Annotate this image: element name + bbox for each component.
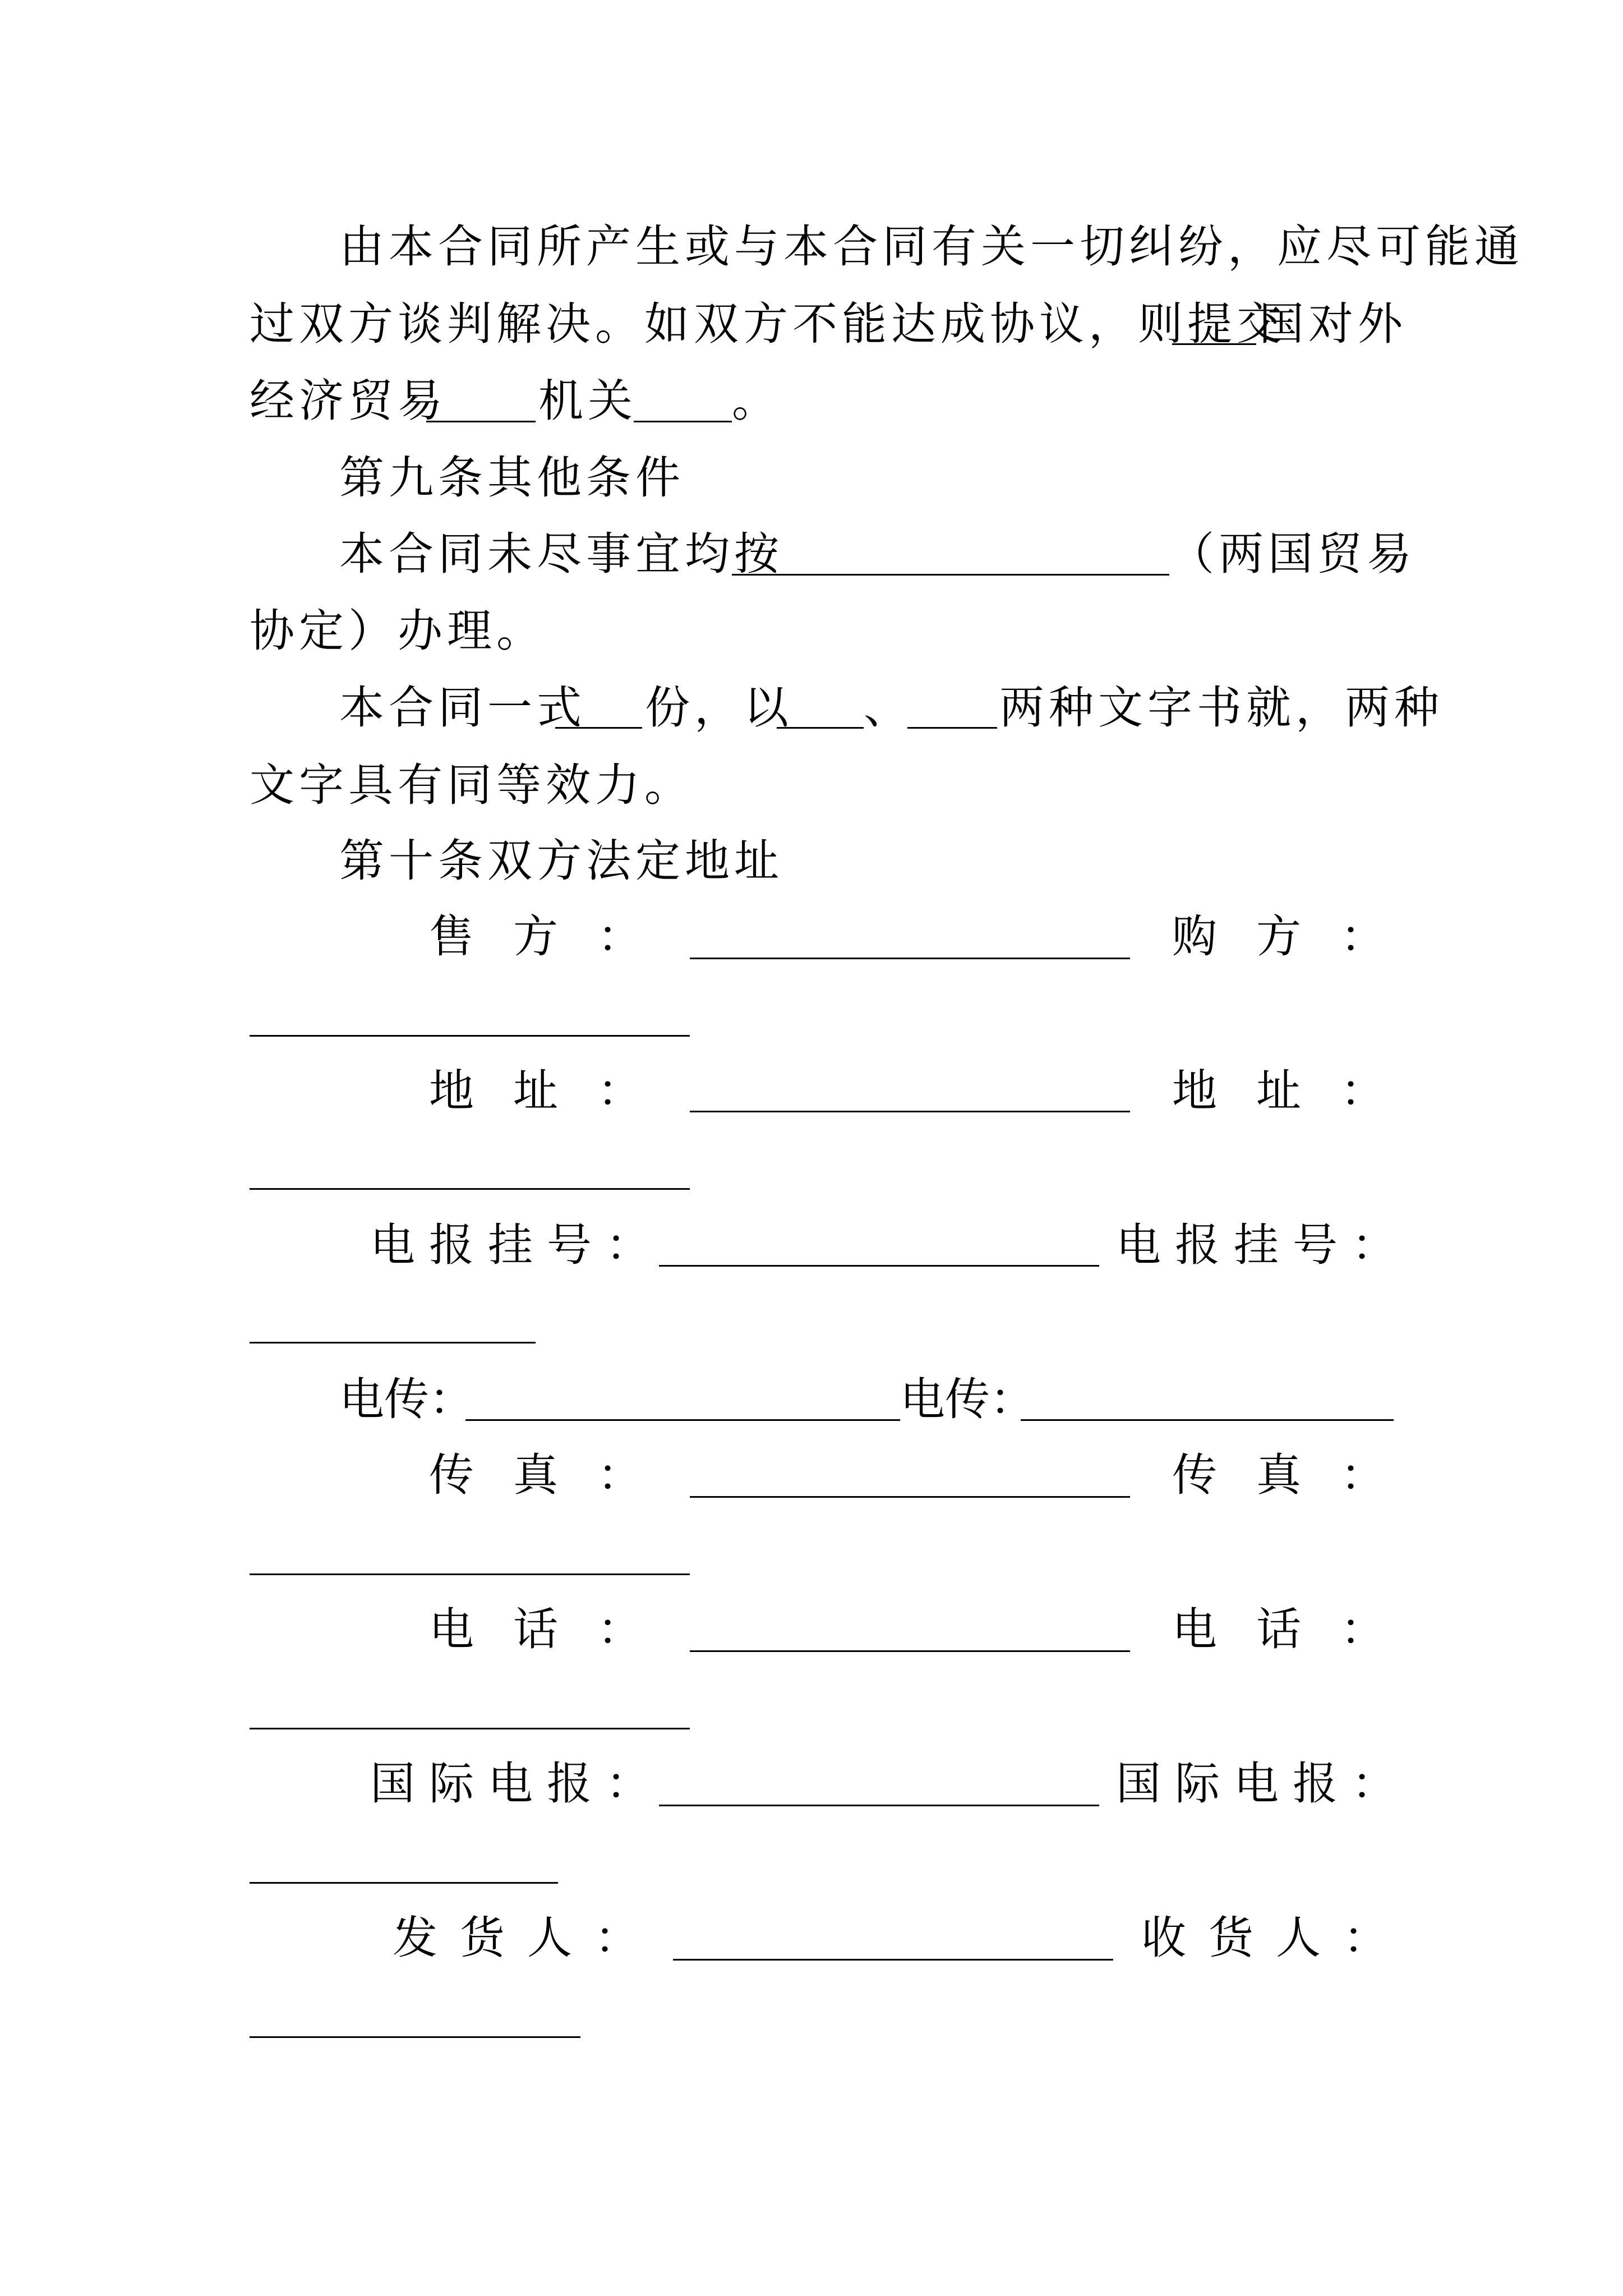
label-seller: 售方： xyxy=(429,910,681,963)
field-address-buyer[interactable] xyxy=(250,1188,690,1190)
blank-country[interactable] xyxy=(1172,343,1256,345)
field-consignee[interactable] xyxy=(250,2036,580,2038)
label-fax-buyer: 传真： xyxy=(1172,1449,1424,1501)
article-9-heading: 第九条其他条件 xyxy=(339,452,685,504)
dispute-line-3-end: 。 xyxy=(732,375,777,427)
label-phone-seller: 电话： xyxy=(429,1603,681,1655)
field-intl-cable-buyer[interactable] xyxy=(250,1882,558,1884)
article-9-line-2: 协定）办理。 xyxy=(250,605,546,657)
field-telex-buyer[interactable] xyxy=(1021,1419,1394,1421)
label-phone-buyer: 电话： xyxy=(1172,1603,1424,1655)
field-phone-seller[interactable] xyxy=(690,1650,1130,1652)
field-seller[interactable] xyxy=(690,958,1130,959)
label-address-buyer: 地址： xyxy=(1172,1065,1424,1117)
blank-copies[interactable] xyxy=(555,727,642,729)
blank-language-1[interactable] xyxy=(777,727,864,729)
field-telex-seller[interactable] xyxy=(465,1419,900,1421)
field-fax-seller[interactable] xyxy=(690,1496,1130,1498)
label-buyer: 购方： xyxy=(1172,910,1424,963)
label-intl-cable-buyer: 国际电报： xyxy=(1116,1757,1410,1810)
label-fax-seller: 传真： xyxy=(429,1449,681,1501)
copies-line-c: 、 xyxy=(864,682,909,734)
field-shipper[interactable] xyxy=(673,1959,1113,1961)
blank-authority[interactable] xyxy=(634,421,732,422)
dispute-line-2: 过双方谈判解决。如双方不能达成协议，则提交 xyxy=(250,298,1286,350)
copies-line-2: 文字具有同等效力。 xyxy=(250,759,694,811)
blank-agreement[interactable] xyxy=(732,574,1169,576)
copies-line-b: 份，以 xyxy=(645,682,793,734)
label-consignee: 收货人： xyxy=(1141,1912,1410,1964)
label-telex-buyer: 电传： xyxy=(900,1373,1035,1425)
copies-line-d: 两种文字书就，两种 xyxy=(999,682,1444,734)
field-address-seller[interactable] xyxy=(690,1111,1130,1112)
dispute-line-2-end: 国对外 xyxy=(1259,298,1407,350)
dispute-line-3: 经济贸易 xyxy=(250,375,447,427)
blank-trade-body[interactable] xyxy=(426,421,536,422)
dispute-line-1: 由本合同所产生或与本合同有关一切纠纷，应尽可能通 xyxy=(339,220,1524,273)
article-9-line-1: 本合同未尽事宜均按 xyxy=(339,528,783,580)
field-fax-buyer[interactable] xyxy=(250,1573,690,1575)
field-cable-buyer[interactable] xyxy=(250,1342,536,1343)
field-intl-cable-seller[interactable] xyxy=(659,1805,1099,1806)
dispute-line-3-mid: 机关 xyxy=(538,375,637,427)
label-cable-seller: 电报挂号： xyxy=(370,1219,665,1271)
copies-line-a: 本合同一式 xyxy=(339,682,586,734)
field-buyer[interactable] xyxy=(250,1035,690,1037)
label-cable-buyer: 电报挂号： xyxy=(1116,1219,1410,1271)
article-9-line-1-end: （两国贸易 xyxy=(1169,528,1416,580)
label-telex-seller: 电传： xyxy=(339,1373,474,1425)
label-address-seller: 地址： xyxy=(429,1065,681,1117)
label-intl-cable-seller: 国际电报： xyxy=(370,1757,665,1810)
article-10-heading: 第十条双方法定地址 xyxy=(339,835,783,887)
blank-language-2[interactable] xyxy=(907,727,997,729)
field-phone-buyer[interactable] xyxy=(250,1728,690,1729)
label-shipper: 发货人： xyxy=(393,1912,662,1964)
field-cable-seller[interactable] xyxy=(659,1265,1099,1267)
